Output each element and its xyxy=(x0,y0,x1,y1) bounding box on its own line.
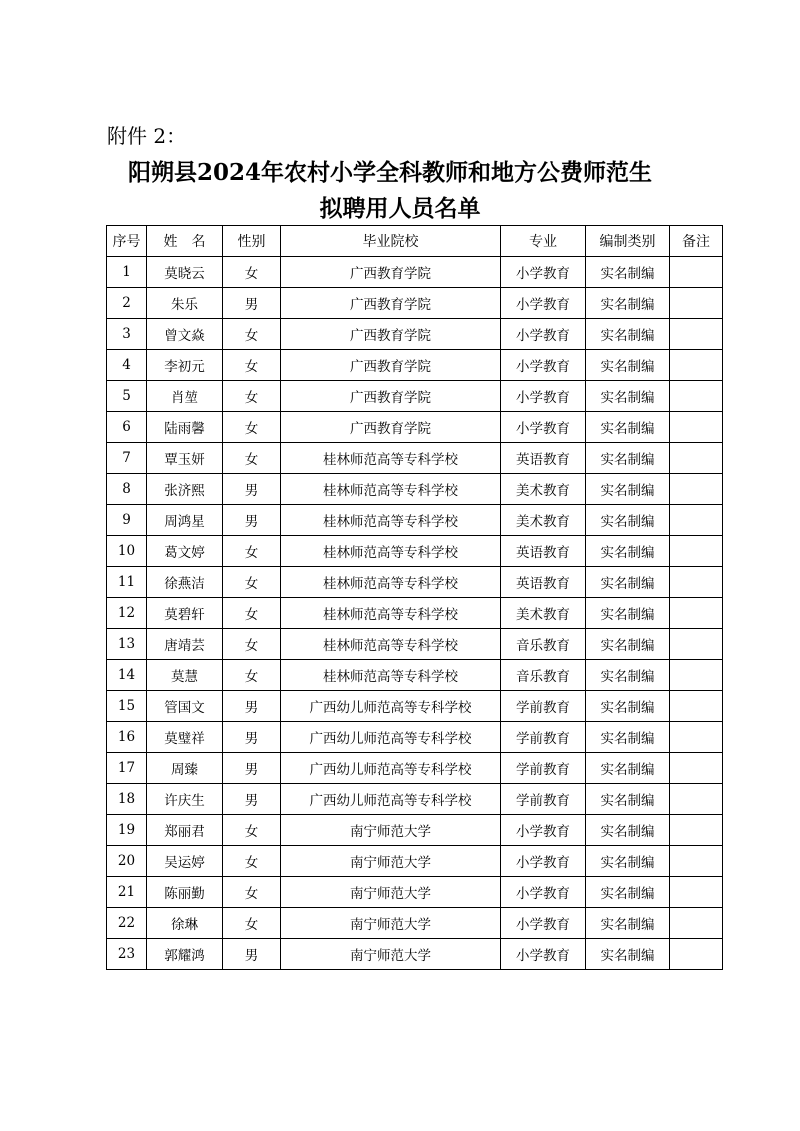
table-row xyxy=(107,629,723,660)
cell-gender: 女 xyxy=(223,598,281,629)
cell-name: 莫晓云 xyxy=(147,257,223,288)
cell-remarks xyxy=(670,629,723,660)
cell-staffing-type: 实名制编 xyxy=(586,412,670,443)
cell-gender: 女 xyxy=(223,319,281,350)
header-school: 毕业院校 xyxy=(281,226,501,257)
table-row xyxy=(107,412,723,443)
cell-gender: 女 xyxy=(223,660,281,691)
cell-seq: 4 xyxy=(107,350,147,381)
cell-remarks xyxy=(670,815,723,846)
cell-remarks xyxy=(670,536,723,567)
cell-gender: 女 xyxy=(223,877,281,908)
cell-gender: 女 xyxy=(223,629,281,660)
cell-gender: 男 xyxy=(223,939,281,970)
cell-staffing-type: 实名制编 xyxy=(586,319,670,350)
cell-seq: 16 xyxy=(107,722,147,753)
table-body xyxy=(107,257,723,970)
table-row xyxy=(107,567,723,598)
cell-school: 广西教育学院 xyxy=(281,381,501,412)
cell-name: 周臻 xyxy=(147,753,223,784)
cell-seq: 5 xyxy=(107,381,147,412)
cell-staffing-type: 实名制编 xyxy=(586,629,670,660)
cell-gender: 女 xyxy=(223,443,281,474)
cell-school: 广西幼儿师范高等专科学校 xyxy=(281,753,501,784)
cell-name: 吴运婷 xyxy=(147,846,223,877)
cell-seq: 15 xyxy=(107,691,147,722)
cell-remarks xyxy=(670,350,723,381)
cell-seq: 22 xyxy=(107,908,147,939)
table-header-row xyxy=(107,226,723,257)
cell-remarks xyxy=(670,474,723,505)
cell-seq: 18 xyxy=(107,784,147,815)
table-row xyxy=(107,288,723,319)
cell-name: 周鸿星 xyxy=(147,505,223,536)
cell-major: 英语教育 xyxy=(501,536,586,567)
cell-school: 南宁师范大学 xyxy=(281,815,501,846)
cell-major: 美术教育 xyxy=(501,505,586,536)
cell-seq: 2 xyxy=(107,288,147,319)
cell-staffing-type: 实名制编 xyxy=(586,939,670,970)
cell-staffing-type: 实名制编 xyxy=(586,257,670,288)
cell-school: 南宁师范大学 xyxy=(281,939,501,970)
cell-school: 广西教育学院 xyxy=(281,350,501,381)
cell-major: 小学教育 xyxy=(501,350,586,381)
cell-seq: 20 xyxy=(107,846,147,877)
cell-name: 管国文 xyxy=(147,691,223,722)
cell-gender: 女 xyxy=(223,350,281,381)
cell-seq: 7 xyxy=(107,443,147,474)
table-row xyxy=(107,753,723,784)
cell-school: 桂林师范高等专科学校 xyxy=(281,629,501,660)
header-remarks: 备注 xyxy=(670,226,723,257)
document-title-line-2: 拟聘用人员名单 xyxy=(319,195,481,222)
cell-gender: 女 xyxy=(223,536,281,567)
cell-remarks xyxy=(670,753,723,784)
cell-gender: 男 xyxy=(223,753,281,784)
cell-major: 学前教育 xyxy=(501,784,586,815)
cell-major: 小学教育 xyxy=(501,257,586,288)
cell-remarks xyxy=(670,722,723,753)
cell-major: 小学教育 xyxy=(501,319,586,350)
cell-remarks xyxy=(670,877,723,908)
cell-name: 莫璧祥 xyxy=(147,722,223,753)
cell-gender: 女 xyxy=(223,257,281,288)
table-row xyxy=(107,722,723,753)
cell-name: 徐琳 xyxy=(147,908,223,939)
cell-school: 广西幼儿师范高等专科学校 xyxy=(281,691,501,722)
table-row xyxy=(107,536,723,567)
cell-gender: 男 xyxy=(223,505,281,536)
cell-staffing-type: 实名制编 xyxy=(586,784,670,815)
cell-seq: 14 xyxy=(107,660,147,691)
cell-name: 覃玉妍 xyxy=(147,443,223,474)
cell-name: 许庆生 xyxy=(147,784,223,815)
cell-school: 桂林师范高等专科学校 xyxy=(281,598,501,629)
cell-gender: 男 xyxy=(223,784,281,815)
table-row xyxy=(107,381,723,412)
table-row xyxy=(107,877,723,908)
cell-gender: 女 xyxy=(223,567,281,598)
cell-remarks xyxy=(670,412,723,443)
cell-gender: 女 xyxy=(223,381,281,412)
cell-major: 音乐教育 xyxy=(501,629,586,660)
cell-seq: 1 xyxy=(107,257,147,288)
cell-seq: 6 xyxy=(107,412,147,443)
cell-name: 曾文焱 xyxy=(147,319,223,350)
table-row xyxy=(107,474,723,505)
table-row xyxy=(107,846,723,877)
cell-remarks xyxy=(670,598,723,629)
attachment-label: 附件 2： xyxy=(107,124,187,148)
cell-school: 广西幼儿师范高等专科学校 xyxy=(281,722,501,753)
cell-staffing-type: 实名制编 xyxy=(586,691,670,722)
table-row xyxy=(107,505,723,536)
header-staffing-type: 编制类别 xyxy=(586,226,670,257)
cell-seq: 8 xyxy=(107,474,147,505)
cell-staffing-type: 实名制编 xyxy=(586,753,670,784)
cell-remarks xyxy=(670,257,723,288)
cell-remarks xyxy=(670,784,723,815)
table-row xyxy=(107,660,723,691)
cell-gender: 男 xyxy=(223,474,281,505)
cell-name: 郑丽君 xyxy=(147,815,223,846)
cell-name: 陆雨馨 xyxy=(147,412,223,443)
cell-major: 小学教育 xyxy=(501,908,586,939)
cell-major: 美术教育 xyxy=(501,598,586,629)
cell-remarks xyxy=(670,443,723,474)
cell-major: 英语教育 xyxy=(501,567,586,598)
cell-name: 张济熙 xyxy=(147,474,223,505)
table-row xyxy=(107,350,723,381)
cell-staffing-type: 实名制编 xyxy=(586,660,670,691)
cell-remarks xyxy=(670,381,723,412)
cell-name: 徐燕洁 xyxy=(147,567,223,598)
cell-major: 小学教育 xyxy=(501,939,586,970)
table-row xyxy=(107,691,723,722)
cell-major: 小学教育 xyxy=(501,815,586,846)
cell-staffing-type: 实名制编 xyxy=(586,908,670,939)
cell-name: 李初元 xyxy=(147,350,223,381)
cell-major: 美术教育 xyxy=(501,474,586,505)
cell-gender: 男 xyxy=(223,691,281,722)
cell-staffing-type: 实名制编 xyxy=(586,536,670,567)
cell-school: 桂林师范高等专科学校 xyxy=(281,474,501,505)
cell-school: 广西教育学院 xyxy=(281,288,501,319)
table-row xyxy=(107,257,723,288)
cell-staffing-type: 实名制编 xyxy=(586,598,670,629)
cell-school: 南宁师范大学 xyxy=(281,908,501,939)
cell-major: 学前教育 xyxy=(501,753,586,784)
cell-seq: 19 xyxy=(107,815,147,846)
cell-gender: 女 xyxy=(223,846,281,877)
cell-name: 郭耀鸿 xyxy=(147,939,223,970)
cell-school: 桂林师范高等专科学校 xyxy=(281,505,501,536)
cell-staffing-type: 实名制编 xyxy=(586,381,670,412)
cell-name: 莫慧 xyxy=(147,660,223,691)
cell-gender: 女 xyxy=(223,815,281,846)
cell-major: 英语教育 xyxy=(501,443,586,474)
table-row xyxy=(107,443,723,474)
cell-school: 桂林师范高等专科学校 xyxy=(281,443,501,474)
cell-staffing-type: 实名制编 xyxy=(586,288,670,319)
cell-staffing-type: 实名制编 xyxy=(586,846,670,877)
cell-staffing-type: 实名制编 xyxy=(586,815,670,846)
cell-staffing-type: 实名制编 xyxy=(586,350,670,381)
table-row xyxy=(107,939,723,970)
cell-name: 朱乐 xyxy=(147,288,223,319)
cell-name: 唐靖芸 xyxy=(147,629,223,660)
cell-major: 小学教育 xyxy=(501,381,586,412)
hiring-roster-table xyxy=(106,225,723,970)
cell-seq: 3 xyxy=(107,319,147,350)
cell-major: 小学教育 xyxy=(501,288,586,319)
cell-major: 小学教育 xyxy=(501,412,586,443)
table-row xyxy=(107,908,723,939)
cell-remarks xyxy=(670,908,723,939)
cell-major: 小学教育 xyxy=(501,846,586,877)
cell-major: 学前教育 xyxy=(501,722,586,753)
cell-staffing-type: 实名制编 xyxy=(586,722,670,753)
cell-school: 广西教育学院 xyxy=(281,257,501,288)
document-title-line-1: 阳朔县2024年农村小学全科教师和地方公费师范生 xyxy=(127,159,652,186)
cell-seq: 21 xyxy=(107,877,147,908)
table-row xyxy=(107,598,723,629)
header-gender: 性别 xyxy=(223,226,281,257)
cell-gender: 男 xyxy=(223,722,281,753)
cell-school: 南宁师范大学 xyxy=(281,877,501,908)
cell-seq: 11 xyxy=(107,567,147,598)
cell-remarks xyxy=(670,319,723,350)
table-row xyxy=(107,815,723,846)
header-seq: 序号 xyxy=(107,226,147,257)
cell-name: 陈丽勤 xyxy=(147,877,223,908)
cell-remarks xyxy=(670,567,723,598)
cell-school: 桂林师范高等专科学校 xyxy=(281,567,501,598)
cell-staffing-type: 实名制编 xyxy=(586,505,670,536)
cell-seq: 10 xyxy=(107,536,147,567)
cell-remarks xyxy=(670,288,723,319)
table-row xyxy=(107,319,723,350)
cell-staffing-type: 实名制编 xyxy=(586,443,670,474)
cell-seq: 17 xyxy=(107,753,147,784)
header-major: 专业 xyxy=(501,226,586,257)
cell-staffing-type: 实名制编 xyxy=(586,474,670,505)
cell-remarks xyxy=(670,691,723,722)
cell-name: 肖堃 xyxy=(147,381,223,412)
table-row xyxy=(107,784,723,815)
cell-seq: 12 xyxy=(107,598,147,629)
cell-remarks xyxy=(670,846,723,877)
header-name: 姓 名 xyxy=(147,226,223,257)
cell-school: 南宁师范大学 xyxy=(281,846,501,877)
cell-school: 广西幼儿师范高等专科学校 xyxy=(281,784,501,815)
cell-gender: 女 xyxy=(223,908,281,939)
cell-gender: 女 xyxy=(223,412,281,443)
cell-major: 学前教育 xyxy=(501,691,586,722)
cell-major: 音乐教育 xyxy=(501,660,586,691)
cell-school: 桂林师范高等专科学校 xyxy=(281,536,501,567)
cell-remarks xyxy=(670,939,723,970)
cell-school: 广西教育学院 xyxy=(281,412,501,443)
cell-staffing-type: 实名制编 xyxy=(586,877,670,908)
cell-school: 广西教育学院 xyxy=(281,319,501,350)
cell-gender: 男 xyxy=(223,288,281,319)
cell-school: 桂林师范高等专科学校 xyxy=(281,660,501,691)
cell-major: 小学教育 xyxy=(501,877,586,908)
cell-seq: 13 xyxy=(107,629,147,660)
cell-name: 莫碧轩 xyxy=(147,598,223,629)
cell-staffing-type: 实名制编 xyxy=(586,567,670,598)
cell-remarks xyxy=(670,505,723,536)
cell-remarks xyxy=(670,660,723,691)
cell-name: 葛文婷 xyxy=(147,536,223,567)
cell-seq: 9 xyxy=(107,505,147,536)
cell-seq: 23 xyxy=(107,939,147,970)
